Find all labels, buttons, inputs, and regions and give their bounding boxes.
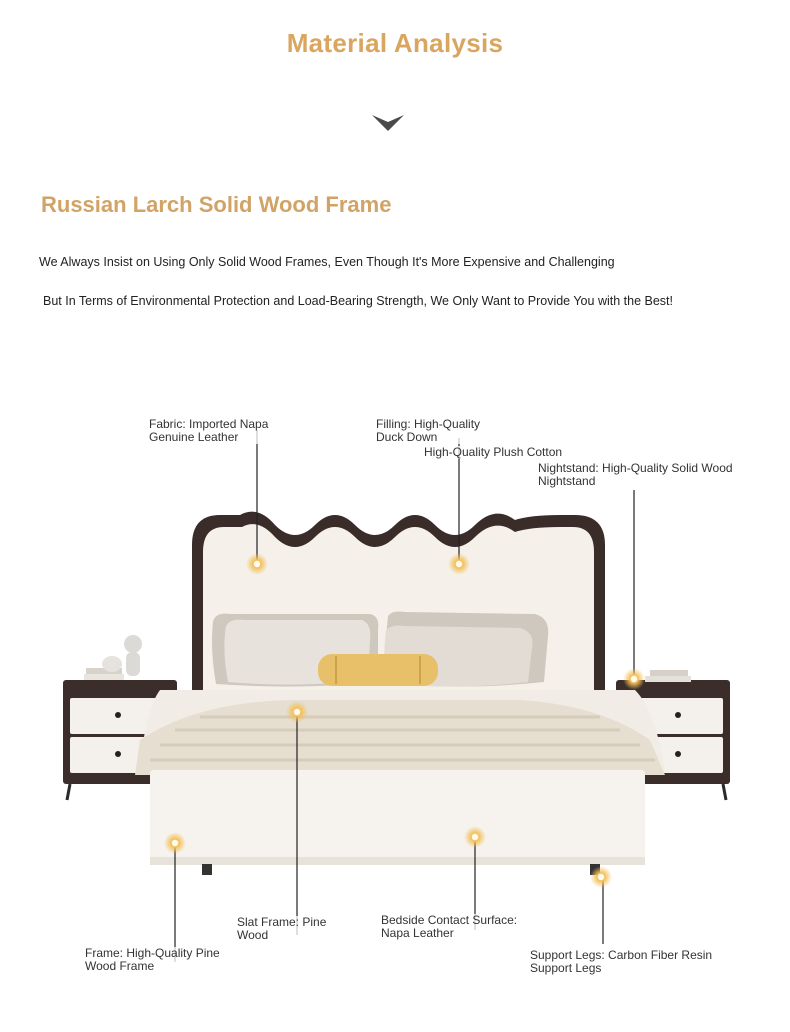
label-nightstand-line-1: Nightstand: High-Quality Solid Wood (538, 461, 733, 475)
section-title: Russian Larch Solid Wood Frame (41, 192, 392, 217)
label-slat-line-2: Wood (237, 928, 269, 942)
label-nightstand-line-2: Nightstand (538, 474, 596, 488)
label-plush-line-1: High-Quality Plush Cotton (424, 445, 563, 459)
label-frame-line-2: Wood Frame (85, 959, 155, 973)
label-slat (237, 916, 326, 942)
label-filling (376, 418, 480, 444)
label-fabric-line-2: Genuine Leather (149, 430, 239, 444)
label-plush (424, 446, 562, 459)
marker-legs (590, 866, 612, 888)
description-line-1: We Always Insist on Using Only Solid Wood Frames, Even Though It's More Expensive and Challenging (39, 255, 615, 269)
label-nightstand (538, 462, 733, 488)
bed-base (150, 770, 645, 864)
label-legs (530, 949, 712, 975)
page-title: Material Analysis (286, 28, 504, 58)
label-legs-line-2: Support Legs (530, 961, 602, 975)
label-frame-line-1: Frame: High-Quality Pine (85, 946, 220, 960)
description-line-2: But In Terms of Environmental Protection and Load-Bearing Strength, We Only Want to Provide You with the Best! (43, 294, 673, 308)
marker-nightstand (623, 668, 645, 690)
label-legs-line-1: Support Legs: Carbon Fiber Resin (530, 948, 713, 962)
marker-frame (164, 832, 186, 854)
marker-bedside (464, 826, 486, 848)
label-fabric-line-1: Fabric: Imported Napa (149, 417, 269, 431)
label-slat-line-1: Slat Frame: Pine (237, 915, 327, 929)
label-fabric (149, 418, 268, 444)
marker-fabric (246, 553, 268, 575)
label-frame (85, 947, 220, 973)
label-filling-line-1: Filling: High-Quality (376, 417, 481, 431)
marker-filling (448, 553, 470, 575)
marker-slat (286, 701, 308, 723)
label-bedside (381, 914, 517, 940)
label-filling-line-2: Duck Down (376, 430, 438, 444)
chevron-down-icon (372, 113, 404, 133)
label-bedside-line-1: Bedside Contact Surface: (381, 913, 518, 927)
label-bedside-line-2: Napa Leather (381, 926, 454, 940)
